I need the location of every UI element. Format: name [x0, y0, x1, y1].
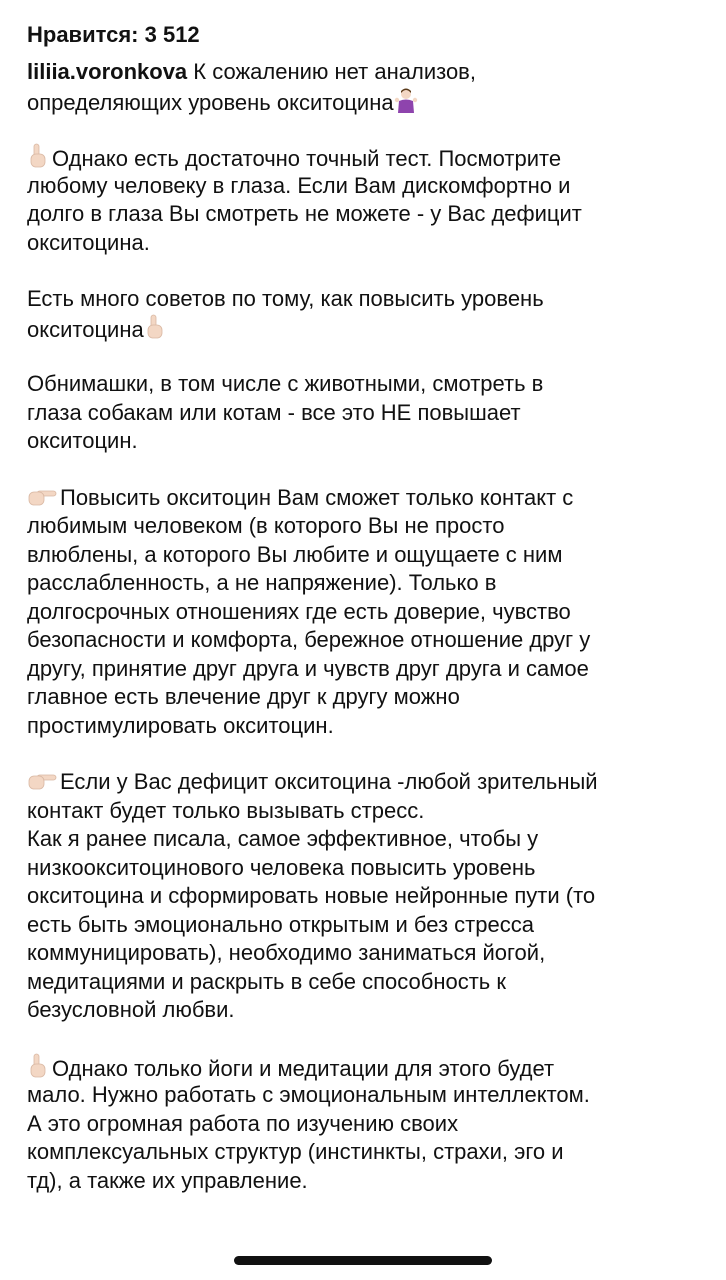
caption-line: долгосрочных отношениях где есть доверие, чувство — [27, 598, 571, 624]
caption-line: долго в глаза Вы смотреть не можете - у Вас дефицит — [27, 201, 582, 226]
caption-line: медитациями и раскрыть в себе способность к — [27, 968, 506, 994]
caption-line: простимулировать окситоцин. — [27, 712, 334, 738]
home-indicator[interactable] — [234, 1256, 492, 1265]
caption-line: окситоцина. — [27, 229, 150, 255]
caption-text: Однако только йоги и медитации для этого будет — [52, 1055, 555, 1081]
person-shrugging-icon — [394, 87, 418, 113]
caption-line: безопасности и комфорта, бережное отношение друг у — [27, 627, 591, 652]
caption-line: окситоцина и сформировать новые нейронные пути (то — [27, 883, 596, 908]
caption-line: комплексуальных структур (инстинкты, страхи, эго и — [27, 1139, 564, 1164]
caption-line: контакт будет только вызывать стресс. — [27, 797, 425, 823]
caption-line: Обнимашки, в том числе с животными, смотреть в — [27, 371, 544, 396]
backhand-index-pointing-right-icon — [27, 486, 57, 508]
caption-line — [27, 1053, 707, 1082]
caption-line: тд), а также их управление. — [27, 1167, 308, 1193]
caption-line: окситоцин. — [27, 428, 138, 453]
caption-text: Повысить окситоцин Вам сможет только контакт с — [60, 484, 574, 510]
caption-line — [27, 143, 707, 172]
caption-line: влюблены, а которого Вы любите и ощущаете с ним — [27, 541, 563, 567]
caption-line — [27, 484, 707, 513]
caption-line: А это огромная работа по изучению своих — [27, 1110, 459, 1136]
caption-line — [27, 768, 707, 797]
caption-line: есть быть эмоционально открытым и без стресса — [27, 911, 534, 937]
caption-line: коммуницировать), необходимо заниматься йогой, — [27, 940, 546, 965]
caption-line — [27, 314, 707, 343]
caption-line: расслабленность, а не напряжение). Только в — [27, 570, 497, 595]
caption-line: любому человеку в глаза. Если Вам дискомфортно и — [27, 172, 571, 198]
caption-text: К сожалению нет анализов, — [187, 59, 476, 84]
caption-line: мало. Нужно работать с эмоциональным интеллектом. — [27, 1082, 590, 1107]
caption-text: определяющих уровень окситоцина — [27, 89, 394, 115]
caption-line: главное есть влечение друг к другу можно — [27, 684, 460, 709]
caption-line: низкоокситоцинового человека повысить уровень — [27, 854, 536, 880]
caption-text: Однако есть достаточно точный тест. Посмотрите — [52, 146, 562, 171]
index-pointing-up-icon — [144, 314, 166, 340]
caption — [27, 58, 707, 1195]
likes-count[interactable]: Нравится: 3 512 — [27, 22, 200, 47]
caption-line: Есть много советов по тому, как повысить уровень — [27, 286, 544, 311]
caption-line — [27, 58, 707, 87]
backhand-index-pointing-right-icon — [27, 770, 57, 792]
index-pointing-up-icon — [27, 143, 49, 169]
index-pointing-up-icon — [27, 1053, 49, 1079]
caption-line: любимым человеком (в которого Вы не просто — [27, 513, 505, 538]
caption-text: окситоцина — [27, 316, 144, 342]
caption-line: глаза собакам или котам - все это НЕ повышает — [27, 399, 521, 425]
caption-text: Если у Вас дефицит окситоцина -любой зрительный — [60, 769, 598, 794]
caption-line: другу, принятие друг друга и чувств друг друга и самое — [27, 655, 589, 681]
caption-line: безусловной любви. — [27, 997, 235, 1022]
caption-line — [27, 87, 707, 116]
username-link[interactable]: liliia.voronkova — [27, 59, 188, 84]
caption-line: Как я ранее писала, самое эффективное, чтобы у — [27, 826, 539, 851]
